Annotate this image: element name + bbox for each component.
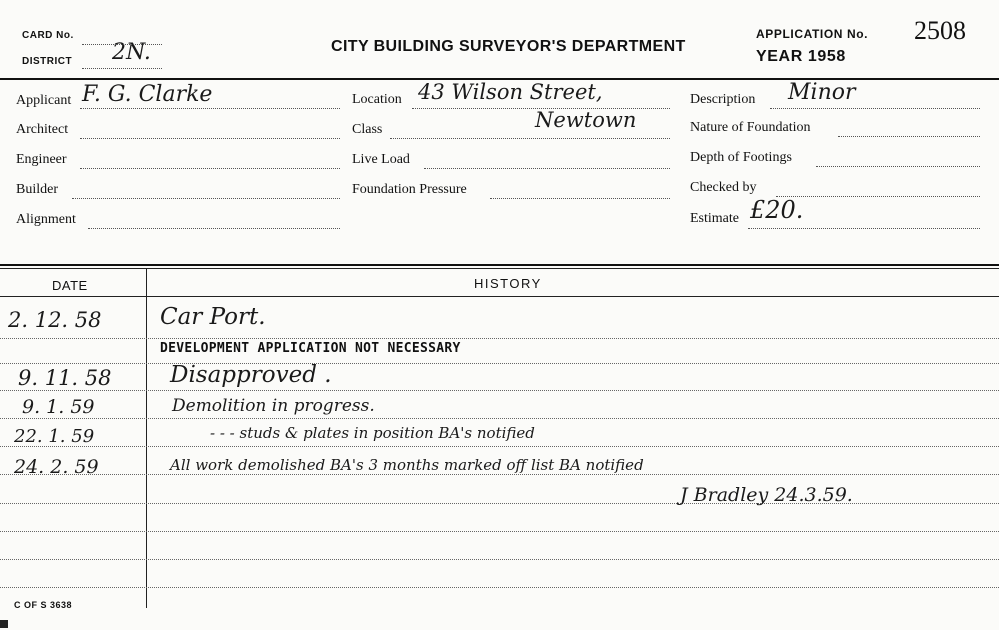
date-header: DATE (52, 278, 88, 293)
history-header-divider (0, 296, 999, 297)
class-line (390, 138, 670, 139)
location-value: 43 Wilson Street, (418, 80, 603, 104)
history-date: 9. 11. 58 (18, 366, 112, 390)
department-title: CITY BUILDING SURVEYOR'S DEPARTMENT (331, 38, 686, 55)
location-label: Location (352, 92, 402, 107)
depth-of-footings-label: Depth of Footings (690, 150, 792, 165)
history-top-border-2 (0, 268, 999, 269)
district-value: 2N. (112, 40, 151, 65)
history-date: 22. 1. 59 (14, 426, 95, 447)
alignment-line (88, 228, 340, 229)
alignment-label: Alignment (16, 212, 76, 227)
date-column-divider (146, 268, 147, 608)
applicant-label: Applicant (16, 93, 72, 108)
applicant-line (80, 108, 340, 109)
foundation-pressure-line (490, 198, 670, 199)
form-code: C OF S 3638 (14, 600, 73, 610)
row-rule (0, 338, 999, 339)
live-load-label: Live Load (352, 152, 410, 167)
engineer-line (80, 168, 340, 169)
history-date: 2. 12. 58 (8, 308, 102, 332)
signature: J Bradley 24.3.59. (680, 484, 853, 506)
estimate-value: £20. (750, 196, 804, 224)
card-no-label: CARD No. (22, 30, 74, 41)
history-date: 9. 1. 59 (22, 396, 95, 418)
checked-by-label: Checked by (690, 180, 757, 195)
row-rule (0, 559, 999, 560)
row-rule (0, 587, 999, 588)
application-no-value: 2508 (914, 16, 966, 45)
history-entry: Demolition in progress. (172, 396, 375, 416)
row-rule (0, 418, 999, 419)
nature-of-foundation-line (838, 136, 980, 137)
estimate-label: Estimate (690, 211, 739, 226)
description-line (770, 108, 980, 109)
row-rule (0, 446, 999, 447)
applicant-value: F. G. Clarke (82, 82, 213, 107)
nature-of-foundation-label: Nature of Foundation (690, 120, 811, 135)
foundation-pressure-label: Foundation Pressure (352, 182, 467, 197)
class-value: Newtown (535, 108, 637, 132)
history-entry: All work demolished BA's 3 months marked off list BA notified (170, 456, 644, 474)
history-top-border (0, 264, 999, 266)
depth-of-footings-line (816, 166, 980, 167)
live-load-line (424, 168, 670, 169)
row-rule (0, 474, 999, 475)
row-rule (0, 390, 999, 391)
description-label: Description (690, 92, 756, 107)
class-label: Class (352, 122, 383, 137)
year-label: YEAR 1958 (756, 48, 846, 65)
engineer-label: Engineer (16, 152, 67, 167)
card-no-line (82, 44, 162, 45)
district-line (82, 68, 162, 69)
builder-line (72, 198, 340, 199)
history-date: 24. 2. 59 (14, 456, 99, 478)
row-rule (0, 531, 999, 532)
builder-label: Builder (16, 182, 58, 197)
application-no-label: APPLICATION No. (756, 27, 869, 41)
checked-by-line (776, 196, 980, 197)
estimate-line (748, 228, 980, 229)
district-label: DISTRICT (22, 56, 73, 67)
corner-mark (0, 620, 8, 628)
development-stamp: DEVELOPMENT APPLICATION NOT NECESSARY (160, 341, 461, 356)
row-rule (0, 363, 999, 364)
history-entry: - - - studs & plates in position BA's notified (210, 424, 535, 442)
architect-label: Architect (16, 122, 69, 137)
architect-line (80, 138, 340, 139)
history-entry: Car Port. (160, 304, 266, 330)
history-header: HISTORY (474, 276, 542, 291)
history-entry: Disapproved . (170, 362, 332, 388)
description-value: Minor (788, 80, 856, 105)
